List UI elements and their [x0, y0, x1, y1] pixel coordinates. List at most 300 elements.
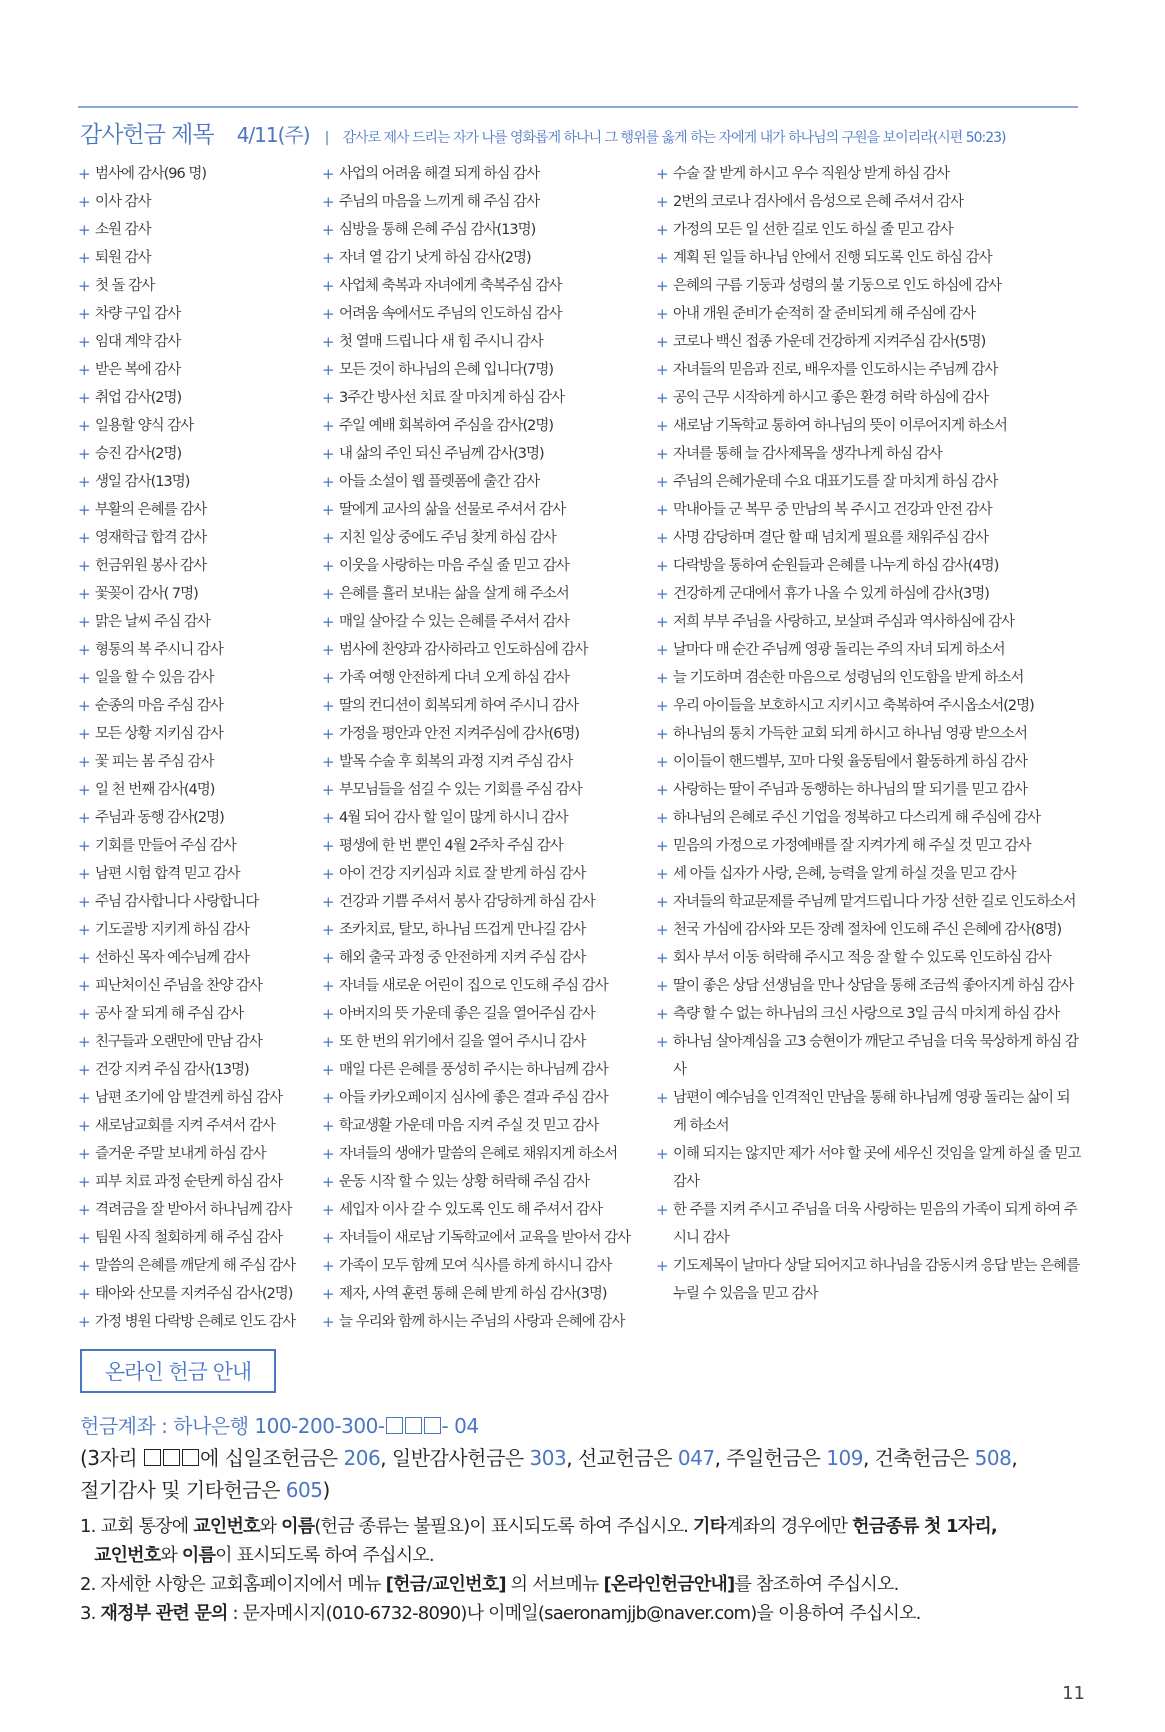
plus-icon: + [656, 1005, 668, 1023]
thanks-item [322, 384, 652, 412]
thanks-item-text: 공익 근무 시작하게 하시고 좋은 환경 허락 하심에 감사 [673, 390, 989, 406]
thanks-item [322, 272, 652, 300]
thanks-item-text: 범사에 감사(96 명) [95, 166, 207, 182]
thanks-item [656, 1084, 1081, 1140]
thanks-item [78, 972, 313, 1000]
thanks-item [656, 188, 1081, 216]
thanks-item [322, 328, 652, 356]
plus-icon: + [656, 333, 668, 351]
thanks-item-text: 우리 아이들을 보호하시고 지키시고 축복하여 주시옵소서(2명) [673, 698, 1034, 714]
thanks-item [656, 916, 1081, 944]
scripture-verse: 감사로 제사 드리는 자가 나를 영화롭게 하나니 그 행위를 옳게 하는 자에게 내가 하나님의 구원을 보이리라(시편 50:23) [342, 130, 1006, 146]
seasonal-code: 605 [285, 1478, 323, 1502]
plus-icon: + [656, 949, 668, 967]
plus-icon: + [78, 1201, 90, 1219]
thanks-item [322, 916, 652, 944]
thanks-item [78, 580, 313, 608]
thanks-item [78, 832, 313, 860]
thanks-item-text: 아들 소설이 웹 플렛폼에 출간 감사 [339, 474, 540, 490]
thanks-item-text: 건강 지켜 주심 감사(13명) [95, 1062, 249, 1078]
plus-icon: + [322, 725, 334, 743]
thanks-item-text: 맑은 날씨 주심 감사 [95, 614, 210, 630]
header-separator: | [324, 130, 330, 146]
thanks-item-text: 가정을 평안과 안전 지켜주심에 감사(6명) [339, 726, 580, 742]
plus-icon: + [656, 557, 668, 575]
plus-icon: + [78, 893, 90, 911]
thanks-item-text: 가정의 모든 일 선한 길로 인도 하실 줄 믿고 감사 [673, 222, 953, 238]
thanks-item [78, 664, 313, 692]
plus-icon: + [78, 977, 90, 995]
plus-icon: + [322, 445, 334, 463]
plus-icon: + [322, 1313, 334, 1331]
plus-icon: + [656, 837, 668, 855]
thanks-item [78, 1224, 313, 1252]
account-line [80, 1410, 479, 1439]
plus-icon: + [322, 809, 334, 827]
note-bold: 재정부 관련 문의 [100, 1603, 228, 1624]
thanks-item [322, 160, 652, 188]
codes-text: , [1011, 1446, 1018, 1470]
instructions [80, 1512, 1080, 1628]
thanks-item-text: 주님의 마음을 느끼게 해 주심 감사 [339, 194, 540, 210]
thanks-item-text: 건강과 기쁨 주셔서 봉사 감당하게 하심 감사 [339, 894, 595, 910]
plus-icon: + [322, 669, 334, 687]
thanks-item-text: 기도제목이 날마다 상달 되어지고 하나님을 감동시켜 응답 받는 은혜를 누릴 수 있음을 믿고 감사 [673, 1258, 1080, 1302]
thanks-item-text: 남편 조기에 암 발견케 하심 감사 [95, 1090, 283, 1106]
thanks-item-text: 격려금을 잘 받아서 하나님께 감사 [95, 1202, 292, 1218]
thanks-item-text: 지친 일상 중에도 주님 찾게 하심 감사 [339, 530, 556, 546]
codes-text: , 선교헌금은 [566, 1446, 678, 1470]
plus-icon: + [78, 753, 90, 771]
thanks-item-text: 사명 감당하며 결단 할 때 넘치게 필요를 채워주심 감사 [673, 530, 989, 546]
thanks-item [656, 720, 1081, 748]
thanks-item-text: 자녀 열 감기 낫게 하심 감사(2명) [339, 250, 531, 266]
plus-icon: + [322, 193, 334, 211]
thanks-item [78, 1028, 313, 1056]
note-text: 의 서브메뉴 [505, 1574, 604, 1595]
thanks-item-text: 계획 된 일들 하나님 안에서 진행 되도록 인도 하심 감사 [673, 250, 992, 266]
plus-icon: + [78, 725, 90, 743]
thanks-item-text: 사랑하는 딸이 주님과 동행하는 하나님의 딸 되기를 믿고 감사 [673, 782, 1028, 798]
thanks-item-text: 가족이 모두 함께 모여 식사를 하게 하시니 감사 [339, 1258, 612, 1274]
thanks-item-text: 세 아들 십자가 사랑, 은혜, 능력을 알게 하실 것을 믿고 감사 [673, 866, 1016, 882]
plus-icon: + [322, 1285, 334, 1303]
thanks-item [656, 860, 1081, 888]
thanks-item-text: 가족 여행 안전하게 다녀 오게 하심 감사 [339, 670, 569, 686]
thanks-item [78, 1056, 313, 1084]
plus-icon: + [656, 809, 668, 827]
plus-icon: + [322, 417, 334, 435]
blank-box-icon [182, 1449, 199, 1466]
thanks-item [78, 468, 313, 496]
plus-icon: + [656, 669, 668, 687]
codes-text: 에 십일조헌금은 [200, 1446, 344, 1470]
plus-icon: + [656, 445, 668, 463]
section-header [80, 116, 1080, 156]
thanks-item [78, 552, 313, 580]
thanks-item [322, 1028, 652, 1056]
thanks-item-text: 자녀들 새로운 어린이 집으로 인도해 주심 감사 [339, 978, 608, 994]
thanks-item-text: 이해 되지는 않지만 제가 서야 할 곳에 세우신 것임을 알게 하실 줄 믿고 감사 [673, 1146, 1081, 1190]
note-text: 와 [160, 1545, 182, 1566]
plus-icon: + [78, 193, 90, 211]
thanks-item [78, 692, 313, 720]
thanks-item-text: 해외 출국 과정 중 안전하게 지켜 주심 감사 [339, 950, 586, 966]
plus-icon: + [322, 473, 334, 491]
plus-icon: + [322, 697, 334, 715]
plus-icon: + [78, 333, 90, 351]
thanks-item-text: 날마다 매 순간 주님께 영광 돌리는 주의 자녀 되게 하소서 [673, 642, 1005, 658]
plus-icon: + [78, 417, 90, 435]
thanks-item-text: 학교생활 가운데 마음 지켜 주실 것 믿고 감사 [339, 1118, 599, 1134]
online-offering-title: 온라인 헌금 안내 [80, 1349, 276, 1393]
thanks-item [656, 1140, 1081, 1196]
thanks-item [656, 1196, 1081, 1252]
thanks-item [322, 244, 652, 272]
thanks-item-text: 은혜의 구름 기둥과 성령의 불 기둥으로 인도 하심에 감사 [673, 278, 1002, 294]
plus-icon: + [78, 557, 90, 575]
codes-text: ) [322, 1478, 330, 1502]
thanks-item-text: 일 천 번째 감사(4명) [95, 782, 215, 798]
thanks-item [656, 608, 1081, 636]
thanks-item-text: 3주간 방사선 치료 잘 마치게 하심 감사 [339, 390, 564, 406]
plus-icon: + [78, 1285, 90, 1303]
thanks-item [322, 300, 652, 328]
thanks-item [656, 496, 1081, 524]
thanks-item [322, 552, 652, 580]
plus-icon: + [656, 613, 668, 631]
thanks-item [656, 748, 1081, 776]
thanks-item [322, 636, 652, 664]
plus-icon: + [322, 389, 334, 407]
thanks-item [656, 664, 1081, 692]
plus-icon: + [322, 837, 334, 855]
thanks-item [322, 776, 652, 804]
plus-icon: + [322, 1229, 334, 1247]
plus-icon: + [78, 221, 90, 239]
plus-icon: + [78, 1033, 90, 1051]
thanks-item [78, 496, 313, 524]
thanks-item [78, 1252, 313, 1280]
plus-icon: + [78, 837, 90, 855]
thanks-item-text: 순종의 마음 주심 감사 [95, 698, 223, 714]
note-text: (헌금 종류는 불필요)이 표시되도록 하여 주십시오. [314, 1516, 693, 1537]
thanks-item-text: 부모님들을 섬길 수 있는 기회를 주심 감사 [339, 782, 582, 798]
account-suffix: - 04 [441, 1414, 479, 1438]
thanks-item-text: 건강하게 군대에서 휴가 나올 수 있게 하심에 감사(3명) [673, 586, 989, 602]
plus-icon: + [656, 389, 668, 407]
note-text: 계좌의 경우에만 [726, 1516, 853, 1537]
thanks-item [656, 832, 1081, 860]
thanks-item-text: 사업의 어려움 해결 되게 하심 감사 [339, 166, 540, 182]
thanks-item-text: 취업 감사(2명) [95, 390, 182, 406]
thanks-item-text: 임대 계약 감사 [95, 334, 181, 350]
thanks-item [78, 384, 313, 412]
thanks-item [78, 720, 313, 748]
plus-icon: + [78, 585, 90, 603]
thanks-item-text: 저희 부부 주님을 사랑하고, 보살펴 주심과 역사하심에 감사 [673, 614, 1015, 630]
plus-icon: + [322, 1173, 334, 1191]
thanks-item [322, 356, 652, 384]
codes-text: (3자리 [80, 1446, 144, 1470]
plus-icon: + [322, 1005, 334, 1023]
thanks-item [656, 216, 1081, 244]
thanks-item [78, 860, 313, 888]
plus-icon: + [322, 277, 334, 295]
plus-icon: + [322, 977, 334, 995]
thanks-item [656, 244, 1081, 272]
thanks-item [322, 1140, 652, 1168]
thanks-item-text: 승진 감사(2명) [95, 446, 182, 462]
section-date: 4/11(주) [236, 123, 310, 147]
thanks-item-text: 주님과 동행 감사(2명) [95, 810, 224, 826]
plus-icon: + [656, 277, 668, 295]
instruction-3 [80, 1599, 1080, 1628]
thanks-item [656, 160, 1081, 188]
thanks-column-1 [78, 160, 313, 1336]
thanks-item [322, 748, 652, 776]
thanks-item [322, 608, 652, 636]
thanks-item [656, 580, 1081, 608]
thanks-item-text: 천국 가심에 감사와 모든 장례 절차에 인도해 주신 은혜에 감사(8명) [673, 922, 1062, 938]
codes-text: , 일반감사헌금은 [380, 1446, 530, 1470]
plus-icon: + [322, 1061, 334, 1079]
thanks-item [322, 1224, 652, 1252]
thanks-item [656, 328, 1081, 356]
plus-icon: + [322, 361, 334, 379]
thanks-item [78, 300, 313, 328]
plus-icon: + [322, 221, 334, 239]
thanks-item [322, 580, 652, 608]
plus-icon: + [656, 1201, 668, 1219]
note-text: 3. [80, 1603, 101, 1624]
thanks-item [78, 916, 313, 944]
thanks-item-text: 자녀를 통해 늘 감사제목을 생각나게 하심 감사 [673, 446, 942, 462]
note-text: 와 [259, 1516, 282, 1537]
thanks-item [78, 272, 313, 300]
plus-icon: + [78, 1005, 90, 1023]
thanks-item-text: 꽃 피는 봄 주심 감사 [95, 754, 214, 770]
plus-icon: + [656, 361, 668, 379]
instruction-1 [80, 1512, 1080, 1541]
thanks-item [322, 720, 652, 748]
blank-box-icon [163, 1449, 180, 1466]
note-bold: 교인번호 [94, 1545, 161, 1566]
thanks-item-text: 첫 열매 드립니다 새 힘 주시니 감사 [339, 334, 543, 350]
thanks-item [78, 1308, 313, 1336]
note-text: 1. 교회 통장에 [80, 1516, 194, 1537]
thanks-item-text: 영재학급 합격 감사 [95, 530, 207, 546]
thanks-item-text: 공사 잘 되게 해 주심 감사 [95, 1006, 244, 1022]
thanks-item-text: 사업체 축복과 자녀에게 축복주심 감사 [339, 278, 562, 294]
plus-icon: + [322, 893, 334, 911]
plus-icon: + [78, 809, 90, 827]
thanks-item [322, 1252, 652, 1280]
plus-icon: + [322, 1257, 334, 1275]
thanks-item [656, 804, 1081, 832]
thanks-item-text: 남편이 예수님을 인격적인 만남을 통해 하나님께 영광 돌리는 삶이 되게 하소서 [673, 1090, 1070, 1134]
thanks-item [78, 608, 313, 636]
thanks-item [322, 1168, 652, 1196]
thanks-item [322, 832, 652, 860]
instruction-1-cont [80, 1541, 1080, 1570]
thanks-item-text: 차량 구입 감사 [95, 306, 181, 322]
plus-icon: + [322, 1201, 334, 1219]
thanks-item-text: 즐거운 주말 보내게 하심 감사 [95, 1146, 266, 1162]
thanks-item [322, 1084, 652, 1112]
plus-icon: + [78, 305, 90, 323]
note-text: 이 표시되도록 하여 주십시오. [215, 1545, 434, 1566]
thanks-item [78, 328, 313, 356]
thanks-item [78, 1168, 313, 1196]
codes-text: 절기감사 및 기타헌금은 [80, 1478, 286, 1502]
note-text: : 문자메시지(010-6732-8090)나 이메일(saeronamjjb@naver.com)을 이용하여 주십시오. [227, 1603, 921, 1624]
note-bold: 이름 [181, 1545, 216, 1566]
plus-icon: + [656, 1145, 668, 1163]
thanks-item-text: 기회를 만들어 주심 감사 [95, 838, 236, 854]
plus-icon: + [78, 361, 90, 379]
thanks-item [78, 776, 313, 804]
thanks-item-text: 제자, 사역 훈련 통해 은혜 받게 하심 감사(3명) [339, 1286, 607, 1302]
plus-icon: + [78, 501, 90, 519]
thanks-item [78, 1196, 313, 1224]
plus-icon: + [656, 501, 668, 519]
top-rule [78, 106, 1078, 108]
thanks-item-text: 첫 돌 감사 [95, 278, 155, 294]
plus-icon: + [322, 529, 334, 547]
blank-box-icon [144, 1449, 161, 1466]
plus-icon: + [322, 1117, 334, 1135]
plus-icon: + [322, 949, 334, 967]
thanks-item [78, 440, 313, 468]
thanks-item [78, 1084, 313, 1112]
plus-icon: + [322, 501, 334, 519]
thanks-item [78, 1280, 313, 1308]
plus-icon: + [656, 781, 668, 799]
thanks-item [656, 468, 1081, 496]
thanks-item-text: 기도골방 지키게 하심 감사 [95, 922, 249, 938]
thanks-item [78, 804, 313, 832]
thanks-item-text: 아내 개원 준비가 순적히 잘 준비되게 해 주심에 감사 [673, 306, 976, 322]
thanks-item-text: 또 한 번의 위기에서 길을 열어 주시니 감사 [339, 1034, 586, 1050]
plus-icon: + [78, 445, 90, 463]
thanks-item [78, 188, 313, 216]
page-number: 11 [1062, 1683, 1085, 1704]
tithe-code: 206 [343, 1446, 381, 1470]
plus-icon: + [78, 1313, 90, 1331]
plus-icon: + [78, 473, 90, 491]
thanks-item [78, 1000, 313, 1028]
thanks-item [656, 412, 1081, 440]
thanks-item [322, 1000, 652, 1028]
plus-icon: + [656, 697, 668, 715]
thanks-item [322, 888, 652, 916]
thanks-item-text: 운동 시작 할 수 있는 상황 허락해 주심 감사 [339, 1174, 589, 1190]
plus-icon: + [656, 221, 668, 239]
plus-icon: + [78, 921, 90, 939]
thanks-item-text: 모든 상황 지키심 감사 [95, 726, 223, 742]
thanks-item-text: 세입자 이사 갈 수 있도록 인도 해 주셔서 감사 [339, 1202, 602, 1218]
thanks-item [322, 188, 652, 216]
thanks-item-text: 믿음의 가정으로 가정예배를 잘 지켜가게 해 주실 것 믿고 감사 [673, 838, 1031, 854]
thanks-item-text: 꽃꽂이 감사( 7명) [95, 586, 198, 602]
plus-icon: + [322, 613, 334, 631]
thanks-item [78, 1140, 313, 1168]
plus-icon: + [322, 1089, 334, 1107]
thanks-item-text: 매일 살아갈 수 있는 은혜를 주셔서 감사 [339, 614, 569, 630]
plus-icon: + [656, 921, 668, 939]
plus-icon: + [322, 585, 334, 603]
thanks-item-text: 형통의 복 주시니 감사 [95, 642, 223, 658]
plus-icon: + [656, 865, 668, 883]
thanks-item-text: 피난처이신 주님을 찬양 감사 [95, 978, 262, 994]
thanks-item [322, 216, 652, 244]
plus-icon: + [322, 1145, 334, 1163]
thanks-item-text: 딸이 좋은 상담 선생님을 만나 상담을 통해 조금씩 좋아지게 하심 감사 [673, 978, 1074, 994]
thanks-item-text: 남편 시험 합격 믿고 감사 [95, 866, 240, 882]
thanks-item [656, 1000, 1081, 1028]
thanks-item-text: 하나님 살아계심을 고3 승현이가 깨닫고 주님을 더욱 묵상하게 하심 감사 [673, 1034, 1078, 1078]
thanks-item [322, 524, 652, 552]
thanks-item-text: 은혜를 흘러 보내는 삶을 살게 해 주소서 [339, 586, 569, 602]
thanks-item-text: 가정 병원 다락방 은혜로 인도 감사 [95, 1314, 296, 1330]
thanks-item-text: 모든 것이 하나님의 은혜 입니다(7명) [339, 362, 554, 378]
note-bold: 기타 [693, 1516, 727, 1537]
plus-icon: + [656, 529, 668, 547]
thanks-item [322, 1308, 652, 1336]
thanks-item [322, 496, 652, 524]
thanks-item-text: 수술 잘 받게 하시고 우수 직원상 받게 하심 감사 [673, 166, 950, 182]
thanks-item [322, 972, 652, 1000]
thanks-item [656, 524, 1081, 552]
thanks-item [78, 356, 313, 384]
thanks-item [322, 1196, 652, 1224]
thanks-item-text: 자녀들이 새로남 기독학교에서 교육을 받아서 감사 [339, 1230, 631, 1246]
thanks-item-text: 생일 감사(13명) [95, 474, 190, 490]
general-thanks-code: 303 [529, 1446, 567, 1470]
plus-icon: + [78, 697, 90, 715]
thanks-item-text: 심방을 통해 은혜 주심 감사(13명) [339, 222, 536, 238]
thanks-item [656, 384, 1081, 412]
thanks-item-text: 아버지의 뜻 가운데 좋은 길을 열어주심 감사 [339, 1006, 595, 1022]
plus-icon: + [322, 781, 334, 799]
thanks-item-text: 다락방을 통하여 순원들과 은혜를 나누게 하심 감사(4명) [673, 558, 999, 574]
thanks-item-text: 범사에 찬양과 감사하라고 인도하심에 감사 [339, 642, 588, 658]
plus-icon: + [322, 165, 334, 183]
thanks-item [322, 468, 652, 496]
thanks-item-text: 팀원 사직 철회하게 해 주심 감사 [95, 1230, 283, 1246]
thanks-item-text: 피부 치료 과정 순탄케 하심 감사 [95, 1174, 283, 1190]
plus-icon: + [656, 249, 668, 267]
plus-icon: + [322, 333, 334, 351]
thanks-item [78, 748, 313, 776]
thanks-item [656, 1252, 1081, 1308]
plus-icon: + [322, 865, 334, 883]
thanks-item-text: 4월 되어 감사 할 일이 많게 하시니 감사 [339, 810, 568, 826]
thanks-item [322, 860, 652, 888]
thanks-item-text: 자녀들의 믿음과 진로, 배우자를 인도하시는 주님께 감사 [673, 362, 998, 378]
plus-icon: + [78, 949, 90, 967]
thanks-item-text: 코로나 백신 접종 가운데 건강하게 지켜주심 감사(5명) [673, 334, 986, 350]
thanks-item [656, 972, 1081, 1000]
thanks-item-text: 하나님의 은혜로 주신 기업을 정복하고 다스리게 해 주심에 감사 [673, 810, 1041, 826]
thanks-item-text: 헌금위원 봉사 감사 [95, 558, 207, 574]
thanks-item-text: 평생에 한 번 뿐인 4월 2주차 주심 감사 [339, 838, 563, 854]
thanks-item-text: 새로남 기독학교 통하여 하나님의 뜻이 이루어지게 하소서 [673, 418, 1007, 434]
thanks-item [78, 636, 313, 664]
blank-box-icon [405, 1417, 422, 1434]
thanks-item [656, 1028, 1081, 1084]
